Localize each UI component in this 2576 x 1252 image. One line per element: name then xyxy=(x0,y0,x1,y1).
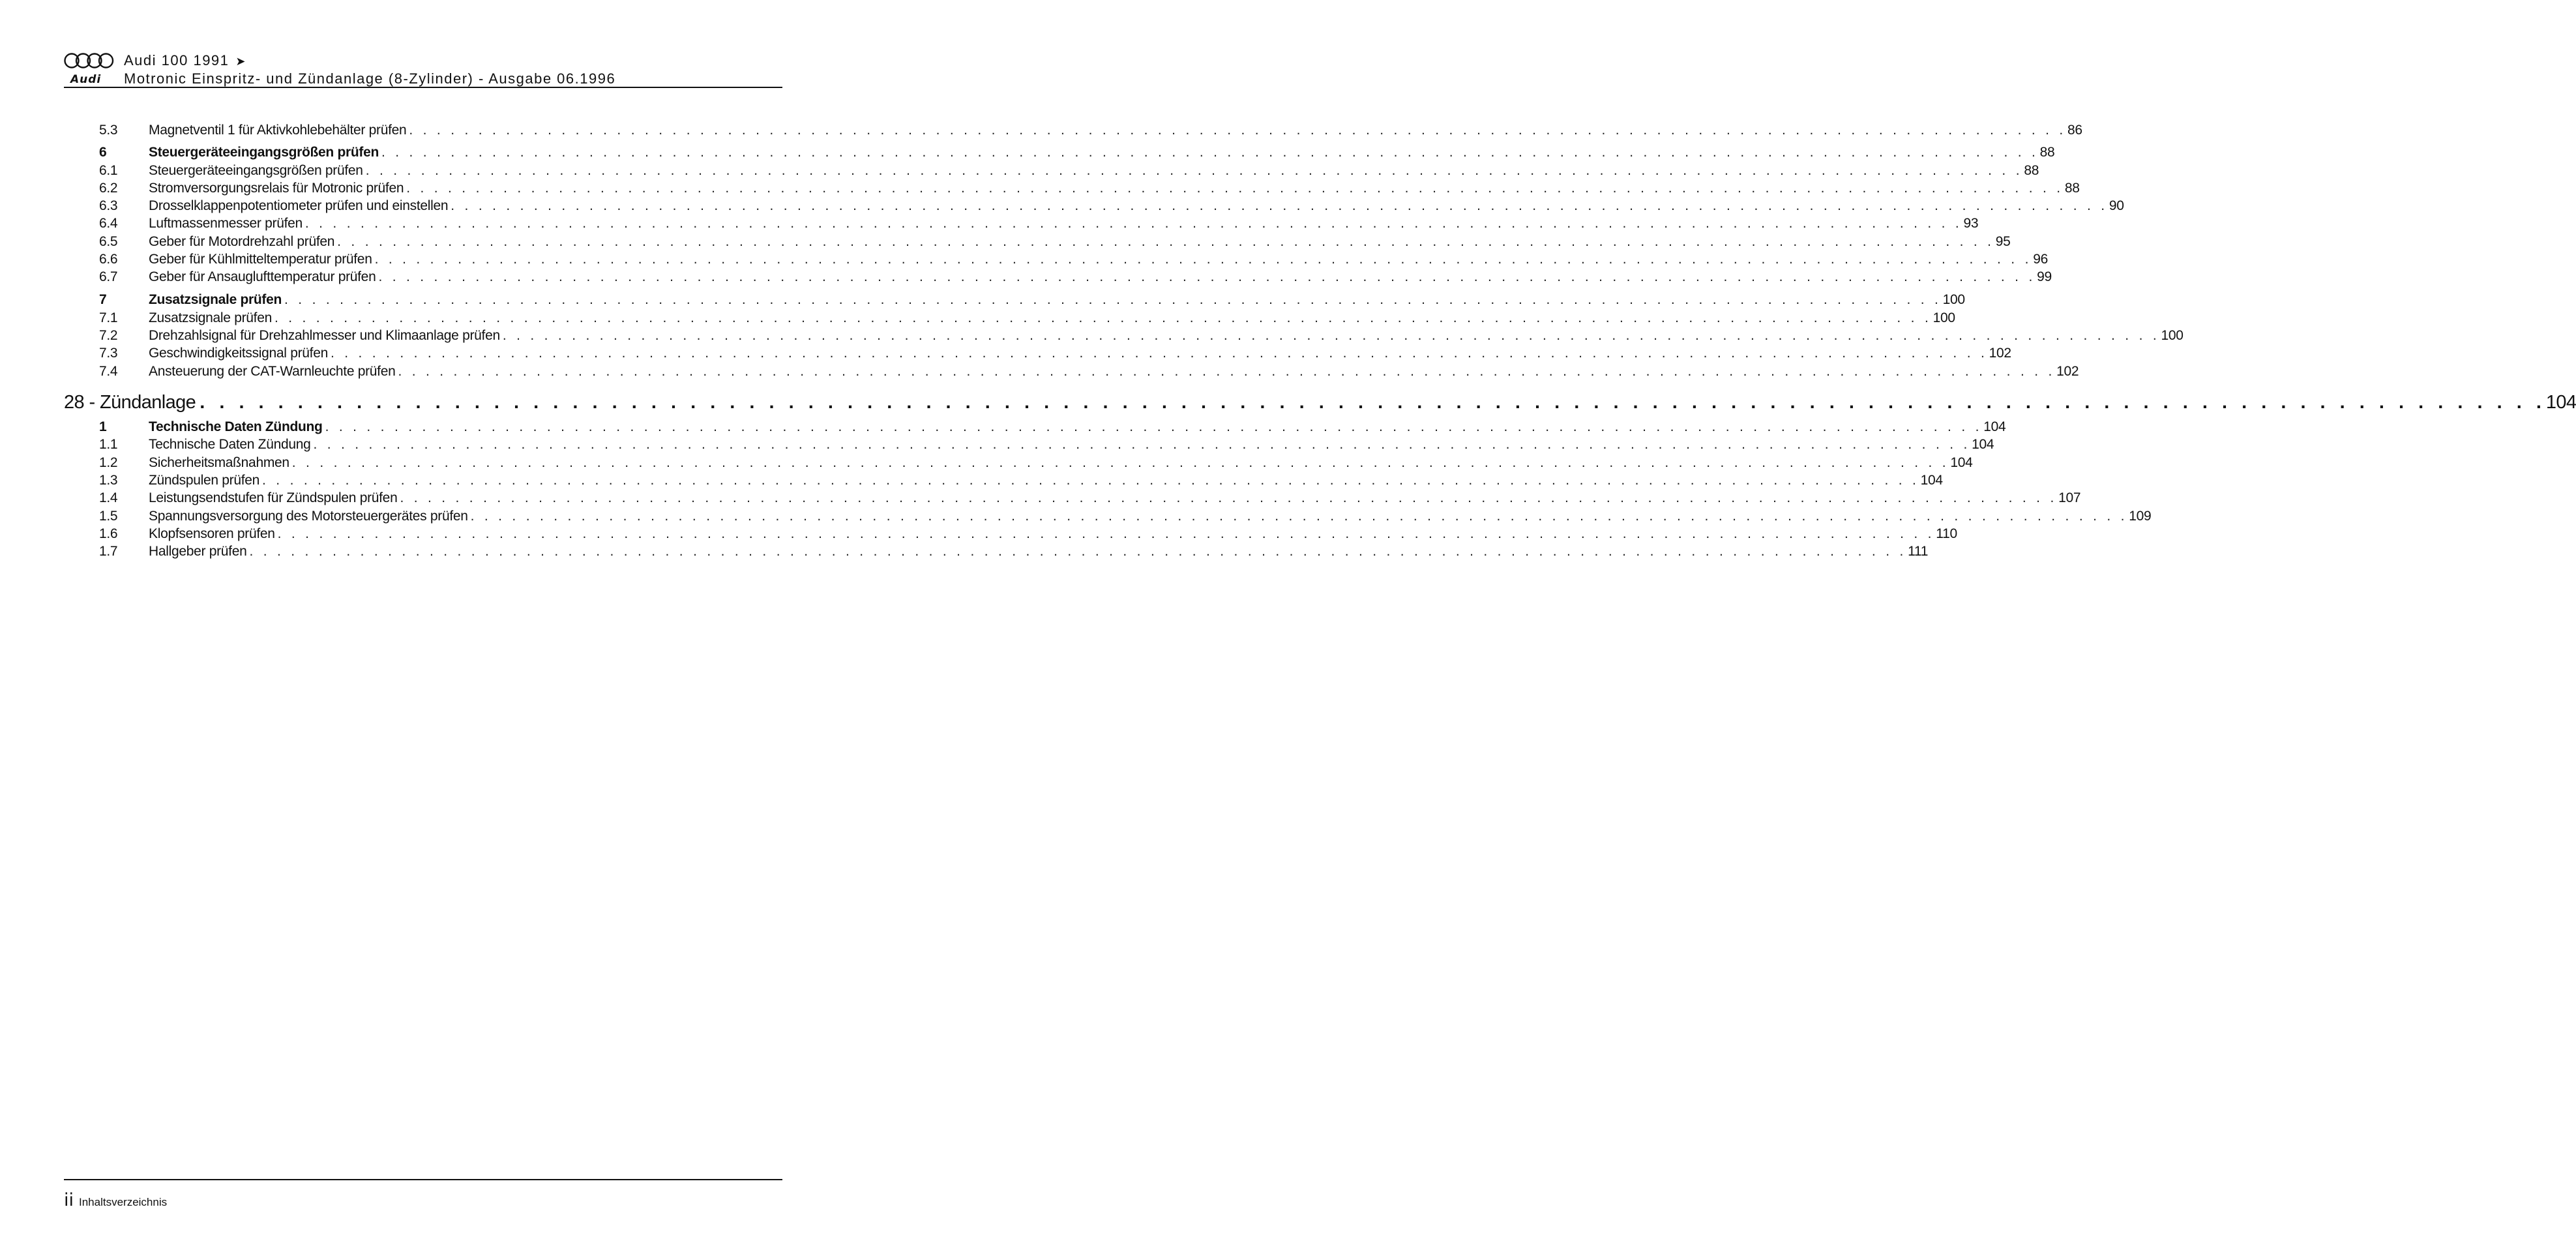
toc-entry[interactable] xyxy=(99,490,2081,508)
dot-leader: . . . . . . . . . . . . . . . . . . . . . . . . . . . . . . . . . . . . . . . . . . . . . . . . . . . . . . . . . . . . . . . . . . . . . . . . . . . . . . . . . . . . . . . . . . . . . . . . . . . . . . . . . . . . . . . . . . . . . . . . xyxy=(291,455,1949,470)
toc-entry-title: Drosselklappenpotentiometer prüfen und einstellen xyxy=(149,198,449,213)
toc-entry-page: 88 xyxy=(2024,163,2039,178)
audi-wordmark: Audi xyxy=(70,73,102,86)
dot-leader: . . . . . . . . . . . . . . . . . . . . . . . . . . . . . . . . . . . . . . . . . . . . . . . . . . . . . . . . . . . . . . . . . . . . . . . . . . . . . . . . . . . . . . . . . . . . . . . . . . . . . . . . . . . . . . . . . . . . . . . . xyxy=(330,346,1988,361)
toc-entry-title: Zusatzsignale prüfen xyxy=(149,310,272,325)
toc-entry-page: 104 xyxy=(1920,473,1943,488)
toc-entry-title: Leistungsendstufen für Zündspulen prüfen xyxy=(149,490,398,505)
toc-entry-title: Technische Daten Zündung xyxy=(149,419,323,434)
toc-entry[interactable] xyxy=(99,419,2006,437)
toc-entry-title: Hallgeber prüfen xyxy=(149,544,247,559)
toc-entry-number: 7.4 xyxy=(99,364,118,379)
header-divider xyxy=(64,87,782,88)
toc-entry-page: 86 xyxy=(2067,123,2082,138)
dot-leader: . . . . . . . . . . . . . . . . . . . . . . . . . . . . . . . . . . . . . . . . . . . . . . . . . . . . . . . . . . . . . . . . . . . . . . . . . . . . . . . . . . . . . . . . . . . . . . . . . . . . . . . . . . . . . . . . . . . . . . . . xyxy=(249,544,1907,559)
chapter-title: 28 - Zündanlage xyxy=(64,392,196,413)
dot-leader: . . . . . . . . . . . . . . . . . . . . . . . . . . . . . . . . . . . . . . . . . . . . . . . . . . . . . . . . . . . . . . . . . . . . . . . . . . . . . . . . . . . . . . . . . . . . . . . . . . . . . . . . . . . . . . . . . . . . . . . . xyxy=(284,292,1942,307)
toc-entry[interactable] xyxy=(99,509,2152,526)
toc-entry-page: 93 xyxy=(1963,216,1979,231)
toc-entry[interactable] xyxy=(99,123,2082,140)
toc-entry-number: 7 xyxy=(99,292,107,307)
footer-divider xyxy=(64,1179,782,1180)
toc-entry-title: Zündspulen prüfen xyxy=(149,473,260,488)
footer-label: Inhaltsverzeichnis xyxy=(79,1196,168,1208)
toc-entry-number: 1.5 xyxy=(99,509,118,524)
toc-entry[interactable] xyxy=(99,198,2124,216)
toc-entry-number: 1.7 xyxy=(99,544,118,559)
toc-entry[interactable] xyxy=(99,526,1957,544)
document-title: Audi 100 1991 ➤ xyxy=(124,52,246,68)
toc-entry-number: 1.6 xyxy=(99,526,118,541)
toc-entry[interactable] xyxy=(99,455,1973,473)
dot-leader: . . . . . . . . . . . . . . . . . . . . . . . . . . . . . . . . . . . . . . . . . . . . . . . . . . . . . . . . . . . . . . . . . . . . . . . . . . . . . . . . . . . . . . . . . . . . . . . . . . . . . . . . . . . . . . . . . . . . . . . . xyxy=(365,163,2023,178)
toc-entry[interactable] xyxy=(99,181,2080,198)
toc-entry-page: 110 xyxy=(1936,526,1957,541)
toc-entry-number: 1.3 xyxy=(99,473,118,488)
toc-entry[interactable] xyxy=(99,292,1965,310)
toc-entry[interactable] xyxy=(99,145,2055,162)
toc-entry-page: 109 xyxy=(2129,509,2152,524)
toc-entry[interactable] xyxy=(99,234,2011,252)
toc-entry-number: 6 xyxy=(99,145,107,160)
toc-entry-number: 1 xyxy=(99,419,107,434)
toc-entry-page: 99 xyxy=(2037,269,2052,284)
toc-entry-page: 111 xyxy=(1908,544,1929,559)
page-number: ii xyxy=(64,1190,74,1210)
arrow-right-icon: ➤ xyxy=(235,55,246,68)
toc-entry-page: 104 xyxy=(1972,437,1994,452)
document-subtitle: Motronic Einspritz- und Zündanlage (8-Zylinder) - Ausgabe 06.1996 xyxy=(124,70,616,87)
audi-rings-logo xyxy=(64,52,115,69)
dot-leader: . . . . . . . . . . . . . . . . . . . . . . . . . . . . . . . . . . . . . . . . . . . . . . . . . . . . . . . . . . . . . . . . . . . . . . . . . . . . . . . . . . . . . . . . . . . . . . . . . . . . . . . . . . . . . . . . . . . . . . . . xyxy=(325,419,1983,434)
toc-entry-number: 6.6 xyxy=(99,252,118,267)
toc-entry[interactable] xyxy=(99,437,1994,455)
toc-entry-number: 1.4 xyxy=(99,490,118,505)
toc-entry-title: Geber für Motordrehzahl prüfen xyxy=(149,234,335,249)
toc-entry-title: Stromversorgungsrelais für Motronic prüfen xyxy=(149,181,404,196)
toc-entry-number: 6.1 xyxy=(99,163,118,178)
toc-entry-page: 90 xyxy=(2109,198,2124,213)
toc-entry-number: 1.1 xyxy=(99,437,118,452)
dot-leader: . . . . . . . . . . . . . . . . . . . . . . . . . . . . . . . . . . . . . . . . . . . . . . . . . . . . . . . . . . . . . . . . . . . . . . . . . . . . . . . . . . . . . . . . . . . . . . . . . . . . . . . . . . . . . . . . . . . . . . . . xyxy=(400,490,2058,505)
dot-leader: . . . . . . . . . . . . . . . . . . . . . . . . . . . . . . . . . . . . . . . . . . . . . . . . . . . . . . . . . . . . . . . . . . . . . . . . . . . . . . . . . . . . . . . . . . . . . . . . . . . . . . . . . . . . . . . . . . . . . . . . xyxy=(378,269,2036,284)
dot-leader: . . . . . . . . . . . . . . . . . . . . . . . . . . . . . . . . . . . . . . . . . . . . . . . . . . . . . . . . . . . . . . . . . . . . . . . . . . . . . . . . . . . . . . . . . . . . . . . . . . . . . . . . . . . . . . . . . . . . . . . . xyxy=(262,473,1919,488)
toc-entry-title: Zusatzsignale prüfen xyxy=(149,292,282,307)
dot-leader: . . . . . . . . . . . . . . . . . . . . . . . . . . . . . . . . . . . . . . . . . . . . . . . . . . . . . . . . . . . . . . . . . . . . . . . . . . . . . . . . . . . . . . . . . . . . . . . . . . . . . . . . . . . . . . . . . . . . . . . . xyxy=(277,526,1935,541)
toc-entry[interactable] xyxy=(99,544,1929,561)
toc-entry-title: Sicherheitsmaßnahmen xyxy=(149,455,289,470)
dot-leader: . . . . . . . . . . . . . . . . . . . . . . . . . . . . . . . . . . . . . . . . . . . . . . . . . . . . . . . . . . . . . . . . . . . . . . . . . . . . . . . . . . . . . . . . . . . . . . . . . . . . . . . . . . . . . . . . . . . . . . . . xyxy=(374,252,2032,267)
toc-entry-number: 7.3 xyxy=(99,346,118,361)
toc-entry-number: 6.5 xyxy=(99,234,118,249)
toc-entry-title: Drehzahlsignal für Drehzahlmesser und Klimaanlage prüfen xyxy=(149,328,500,343)
toc-entry-title: Steuergeräteeingangsgrößen prüfen xyxy=(149,163,363,178)
toc-entry-page: 102 xyxy=(1989,346,2011,361)
toc-entry-title: Luftmassenmesser prüfen xyxy=(149,216,303,231)
toc-entry[interactable] xyxy=(99,252,2048,269)
toc-entry-title: Spannungsversorgung des Motorsteuergerätes prüfen xyxy=(149,509,468,524)
toc-entry-title: Ansteuerung der CAT-Warnleuchte prüfen xyxy=(149,364,396,379)
toc-entry-title: Geber für Kühlmitteltemperatur prüfen xyxy=(149,252,372,267)
dot-leader: . . . . . . . . . . . . . . . . . . . . . . . . . . . . . . . . . . . . . . . . . . . . . . . . . . . . . . . . . . . . . . . . . . . . . . . . . . . . . . . . . . . . . . . . . . . . . . . . . . . . . . . . . . . . . . . . . . . . . . . . xyxy=(274,310,1932,325)
toc-entry[interactable] xyxy=(99,328,2184,346)
toc-entry-number: 5.3 xyxy=(99,123,118,138)
toc-entry-title: Magnetventil 1 für Aktivkohlebehälter prüfen xyxy=(149,123,407,138)
toc-entry[interactable] xyxy=(99,473,1943,490)
toc-entry-title: Steuergeräteeingangsgrößen prüfen xyxy=(149,145,379,160)
toc-entry[interactable] xyxy=(99,216,1979,233)
dot-leader: . . . . . . . . . . . . . . . . . . . . . . . . . . . . . . . . . . . . . . . . . . . . . . . . . . . . . . . . . . . . . . . . . . . . . . . . . . . . . . . . . . . . . . . . . . . . . . . . . . . . . . . . . . . . . . . . . . . . . . . . xyxy=(200,392,2546,413)
toc-entry-title: Geschwindigkeitssignal prüfen xyxy=(149,346,328,361)
dot-leader: . . . . . . . . . . . . . . . . . . . . . . . . . . . . . . . . . . . . . . . . . . . . . . . . . . . . . . . . . . . . . . . . . . . . . . . . . . . . . . . . . . . . . . . . . . . . . . . . . . . . . . . . . . . . . . . . . . . . . . . . xyxy=(409,123,2067,138)
toc-entry-number: 7.1 xyxy=(99,310,118,325)
toc-entry-page: 107 xyxy=(2058,490,2081,505)
dot-leader: . . . . . . . . . . . . . . . . . . . . . . . . . . . . . . . . . . . . . . . . . . . . . . . . . . . . . . . . . . . . . . . . . . . . . . . . . . . . . . . . . . . . . . . . . . . . . . . . . . . . . . . . . . . . . . . . . . . . . . . . xyxy=(451,198,2108,213)
dot-leader: . . . . . . . . . . . . . . . . . . . . . . . . . . . . . . . . . . . . . . . . . . . . . . . . . . . . . . . . . . . . . . . . . . . . . . . . . . . . . . . . . . . . . . . . . . . . . . . . . . . . . . . . . . . . . . . . . . . . . . . . xyxy=(406,181,2064,196)
toc-entry-title: Technische Daten Zündung xyxy=(149,437,311,452)
toc-entry[interactable] xyxy=(99,364,2079,381)
toc-entry-page: 100 xyxy=(2161,328,2184,343)
toc-entry-page: 104 xyxy=(1950,455,1973,470)
dot-leader: . . . . . . . . . . . . . . . . . . . . . . . . . . . . . . . . . . . . . . . . . . . . . . . . . . . . . . . . . . . . . . . . . . . . . . . . . . . . . . . . . . . . . . . . . . . . . . . . . . . . . . . . . . . . . . . . . . . . . . . . xyxy=(337,234,1994,249)
dot-leader: . . . . . . . . . . . . . . . . . . . . . . . . . . . . . . . . . . . . . . . . . . . . . . . . . . . . . . . . . . . . . . . . . . . . . . . . . . . . . . . . . . . . . . . . . . . . . . . . . . . . . . . . . . . . . . . . . . . . . . . . xyxy=(470,509,2128,524)
toc-entry-number: 1.2 xyxy=(99,455,118,470)
chapter-page: 104 xyxy=(2545,392,2576,413)
toc-chapter-heading[interactable] xyxy=(64,392,2576,415)
toc-entry[interactable] xyxy=(99,269,2052,287)
toc-entry-page: 88 xyxy=(2064,181,2080,196)
toc-entry-title: Geber für Ansauglufttemperatur prüfen xyxy=(149,269,376,284)
dot-leader: . . . . . . . . . . . . . . . . . . . . . . . . . . . . . . . . . . . . . . . . . . . . . . . . . . . . . . . . . . . . . . . . . . . . . . . . . . . . . . . . . . . . . . . . . . . . . . . . . . . . . . . . . . . . . . . . . . . . . . . . xyxy=(304,216,1962,231)
toc-entry-number: 6.4 xyxy=(99,216,118,231)
toc-entry[interactable] xyxy=(99,346,2011,363)
toc-entry[interactable] xyxy=(99,163,2039,181)
toc-entry-page: 102 xyxy=(2056,364,2079,379)
dot-leader: . . . . . . . . . . . . . . . . . . . . . . . . . . . . . . . . . . . . . . . . . . . . . . . . . . . . . . . . . . . . . . . . . . . . . . . . . . . . . . . . . . . . . . . . . . . . . . . . . . . . . . . . . . . . . . . . . . . . . . . . xyxy=(502,328,2160,343)
toc-entry[interactable] xyxy=(99,310,1955,328)
toc-entry-number: 7.2 xyxy=(99,328,118,343)
toc-entry-page: 88 xyxy=(2039,145,2055,160)
page-header xyxy=(64,50,781,87)
toc-entry-page: 100 xyxy=(1932,310,1955,325)
toc-entry-page: 95 xyxy=(1995,234,2011,249)
toc-entry-page: 100 xyxy=(1942,292,1965,307)
toc-entry-page: 104 xyxy=(1983,419,2006,434)
toc-entry-page: 96 xyxy=(2033,252,2048,267)
dot-leader: . . . . . . . . . . . . . . . . . . . . . . . . . . . . . . . . . . . . . . . . . . . . . . . . . . . . . . . . . . . . . . . . . . . . . . . . . . . . . . . . . . . . . . . . . . . . . . . . . . . . . . . . . . . . . . . . . . . . . . . . xyxy=(381,145,2039,160)
dot-leader: . . . . . . . . . . . . . . . . . . . . . . . . . . . . . . . . . . . . . . . . . . . . . . . . . . . . . . . . . . . . . . . . . . . . . . . . . . . . . . . . . . . . . . . . . . . . . . . . . . . . . . . . . . . . . . . . . . . . . . . . xyxy=(313,437,1971,452)
toc-entry-title: Klopfsensoren prüfen xyxy=(149,526,275,541)
toc-entry-number: 6.7 xyxy=(99,269,118,284)
toc-entry-number: 6.2 xyxy=(99,181,118,196)
dot-leader: . . . . . . . . . . . . . . . . . . . . . . . . . . . . . . . . . . . . . . . . . . . . . . . . . . . . . . . . . . . . . . . . . . . . . . . . . . . . . . . . . . . . . . . . . . . . . . . . . . . . . . . . . . . . . . . . . . . . . . . . xyxy=(398,364,2056,379)
toc-entry-number: 6.3 xyxy=(99,198,118,213)
